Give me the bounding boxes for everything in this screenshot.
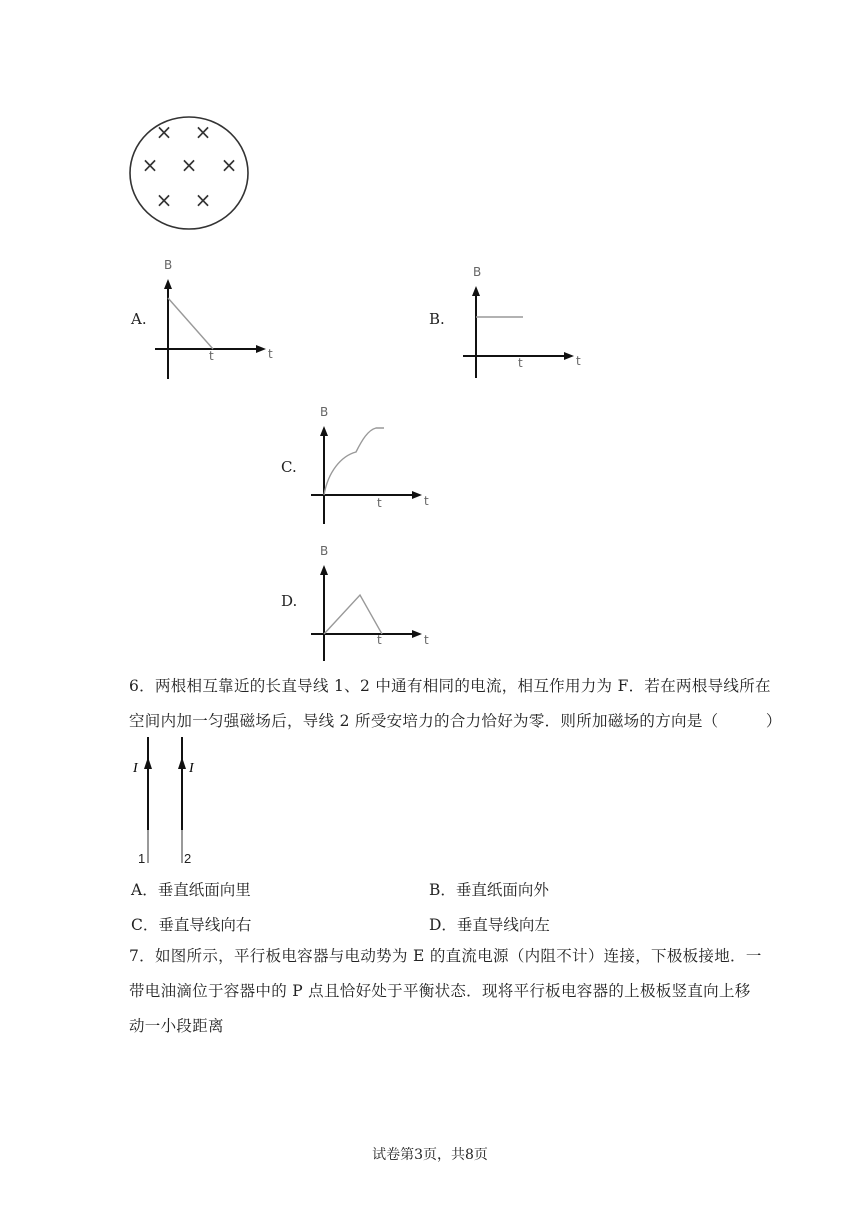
x-axis-label: t xyxy=(268,347,273,361)
curve-linear-decrease xyxy=(168,298,213,349)
page-footer: 试卷第3页，共8页 xyxy=(372,1147,488,1163)
field-x-mark: × xyxy=(220,153,238,177)
field-x-mark: × xyxy=(194,120,212,144)
q7-line-2: 带电油滴位于容器中的 P 点且恰好处于平衡状态．现将平行板电容器的上极板竖直向上移 xyxy=(129,982,751,1000)
q6-option-a[interactable]: A．垂直纸面向里 xyxy=(131,881,251,899)
x-axis-label: t xyxy=(424,633,429,647)
x-tick-label: t xyxy=(377,633,382,647)
q6-option-d[interactable]: D．垂直导线向左 xyxy=(429,916,550,934)
wire-2 xyxy=(178,737,186,863)
option-c-label: C. xyxy=(281,458,297,476)
field-into-page-markers xyxy=(142,120,238,212)
x-axis-label: t xyxy=(424,494,429,508)
q7-line-3: 动一小段距离 xyxy=(129,1017,224,1035)
graph-c xyxy=(306,402,436,526)
graph-a xyxy=(150,255,280,385)
y-axis-label: B xyxy=(320,544,329,558)
curve-rise-then-fall xyxy=(324,595,382,634)
wire-1-current-label: I xyxy=(133,761,138,776)
wire-1 xyxy=(144,737,152,863)
y-axis-label: B xyxy=(473,265,482,279)
wire-1-number: 1 xyxy=(138,851,146,866)
q6-line-1: 6．两根相互靠近的长直导线 1、2 中通有相同的电流，相互作用力为 F．若在两根导线所在 xyxy=(129,677,771,695)
x-tick-label: t xyxy=(377,496,382,510)
wire-2-current-label: I xyxy=(189,761,194,776)
x-tick-label: t xyxy=(209,349,214,363)
option-d-label: D. xyxy=(281,592,298,610)
graph-d xyxy=(306,541,436,663)
q6-option-c[interactable]: C．垂直导线向右 xyxy=(131,916,252,934)
x-tick-label: t xyxy=(518,356,523,370)
q7-line-1: 7．如图所示，平行板电容器与电动势为 E 的直流电源（内阻不计）连接，下极板接地．一 xyxy=(129,947,762,965)
option-b-label: B. xyxy=(429,310,445,328)
x-axis-label: t xyxy=(576,354,581,368)
wire-2-number: 2 xyxy=(184,851,192,866)
y-axis-label: B xyxy=(320,405,329,419)
curve-rising-saturating xyxy=(324,428,384,495)
field-x-mark: × xyxy=(155,188,173,212)
field-x-mark: × xyxy=(194,188,212,212)
q6-line-2: 空间内加一匀强磁场后，导线 2 所受安培力的合力恰好为零．则所加磁场的方向是（ ） xyxy=(129,712,782,730)
y-axis-label: B xyxy=(164,258,173,272)
magnetic-field-figure xyxy=(128,115,252,231)
option-a-label: A. xyxy=(131,310,147,328)
field-x-mark: × xyxy=(180,153,198,177)
two-wires-figure xyxy=(128,735,208,870)
graph-b xyxy=(458,262,588,382)
q6-option-b[interactable]: B．垂直纸面向外 xyxy=(429,881,549,899)
field-x-mark: × xyxy=(141,153,159,177)
field-x-mark: × xyxy=(155,120,173,144)
